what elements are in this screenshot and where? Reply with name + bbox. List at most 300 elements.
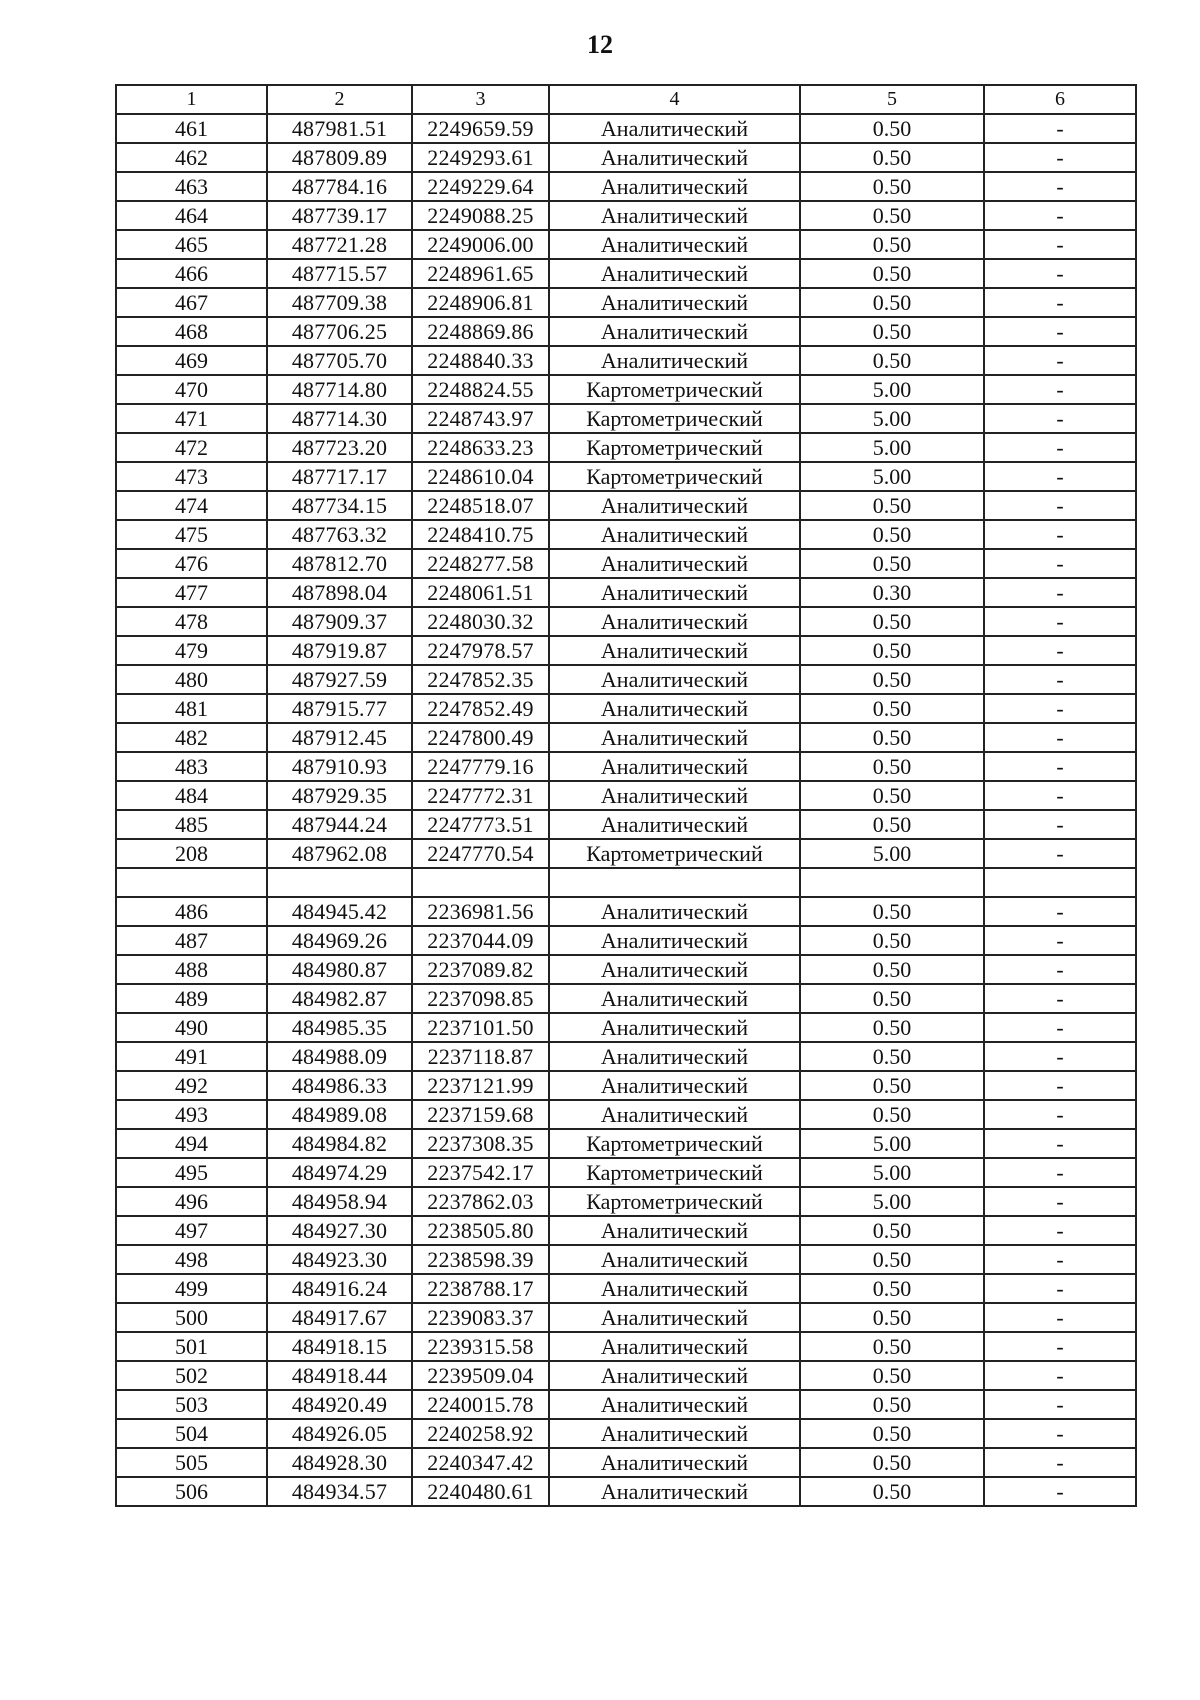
x-coordinate-cell: 484985.35 — [267, 1013, 412, 1042]
description-cell: - — [984, 1303, 1136, 1332]
accuracy-cell: 0.50 — [800, 317, 984, 346]
accuracy-cell: 0.50 — [800, 665, 984, 694]
y-coordinate-cell: 2239315.58 — [412, 1332, 549, 1361]
table-row — [116, 926, 1136, 955]
y-coordinate-cell: 2247978.57 — [412, 636, 549, 665]
accuracy-cell: 0.50 — [800, 1448, 984, 1477]
y-coordinate-cell: 2248277.58 — [412, 549, 549, 578]
x-coordinate-cell: 484945.42 — [267, 897, 412, 926]
table-row — [116, 433, 1136, 462]
description-cell: - — [984, 404, 1136, 433]
table-row — [116, 491, 1136, 520]
point-number-cell: 489 — [116, 984, 267, 1013]
y-coordinate-cell: 2248961.65 — [412, 259, 549, 288]
point-number-cell: 495 — [116, 1158, 267, 1187]
x-coordinate-cell: 484926.05 — [267, 1419, 412, 1448]
header-cell-1: 1 — [116, 85, 267, 114]
description-cell — [984, 868, 1136, 897]
method-cell: Аналитический — [549, 317, 800, 346]
x-coordinate-cell: 487705.70 — [267, 346, 412, 375]
y-coordinate-cell: 2237159.68 — [412, 1100, 549, 1129]
accuracy-cell: 5.00 — [800, 462, 984, 491]
y-coordinate-cell: 2238788.17 — [412, 1274, 549, 1303]
point-number-cell: 478 — [116, 607, 267, 636]
accuracy-cell: 0.50 — [800, 723, 984, 752]
description-cell: - — [984, 810, 1136, 839]
y-coordinate-cell: 2237101.50 — [412, 1013, 549, 1042]
description-cell: - — [984, 1187, 1136, 1216]
accuracy-cell: 0.50 — [800, 114, 984, 143]
y-coordinate-cell: 2249088.25 — [412, 201, 549, 230]
y-coordinate-cell: 2237121.99 — [412, 1071, 549, 1100]
point-number-cell: 461 — [116, 114, 267, 143]
accuracy-cell: 0.50 — [800, 1390, 984, 1419]
y-coordinate-cell: 2247852.35 — [412, 665, 549, 694]
x-coordinate-cell: 487929.35 — [267, 781, 412, 810]
method-cell: Аналитический — [549, 230, 800, 259]
description-cell: - — [984, 955, 1136, 984]
y-coordinate-cell: 2248743.97 — [412, 404, 549, 433]
description-cell: - — [984, 1013, 1136, 1042]
accuracy-cell: 0.50 — [800, 636, 984, 665]
method-cell: Аналитический — [549, 1013, 800, 1042]
description-cell: - — [984, 1100, 1136, 1129]
page-number: 12 — [587, 30, 613, 59]
x-coordinate-cell: 487739.17 — [267, 201, 412, 230]
method-cell: Аналитический — [549, 259, 800, 288]
table-row — [116, 810, 1136, 839]
x-coordinate-cell: 484982.87 — [267, 984, 412, 1013]
header-cell-2: 2 — [267, 85, 412, 114]
x-coordinate-cell: 487915.77 — [267, 694, 412, 723]
y-coordinate-cell: 2248906.81 — [412, 288, 549, 317]
x-coordinate-cell: 487714.80 — [267, 375, 412, 404]
x-coordinate-cell: 484928.30 — [267, 1448, 412, 1477]
x-coordinate-cell: 487944.24 — [267, 810, 412, 839]
point-number-cell: 475 — [116, 520, 267, 549]
point-number-cell: 487 — [116, 926, 267, 955]
y-coordinate-cell: 2248061.51 — [412, 578, 549, 607]
x-coordinate-cell: 487962.08 — [267, 839, 412, 868]
y-coordinate-cell — [412, 868, 549, 897]
accuracy-cell: 0.50 — [800, 549, 984, 578]
table-row — [116, 317, 1136, 346]
y-coordinate-cell: 2237044.09 — [412, 926, 549, 955]
point-number-cell: 504 — [116, 1419, 267, 1448]
method-cell: Картометрический — [549, 1187, 800, 1216]
description-cell: - — [984, 259, 1136, 288]
method-cell — [549, 868, 800, 897]
description-cell: - — [984, 1448, 1136, 1477]
y-coordinate-cell: 2240258.92 — [412, 1419, 549, 1448]
table-row — [116, 1245, 1136, 1274]
accuracy-cell: 0.50 — [800, 172, 984, 201]
accuracy-cell: 0.50 — [800, 143, 984, 172]
method-cell: Аналитический — [549, 172, 800, 201]
description-cell: - — [984, 1274, 1136, 1303]
point-number-cell: 469 — [116, 346, 267, 375]
accuracy-cell: 0.50 — [800, 288, 984, 317]
point-number-cell: 468 — [116, 317, 267, 346]
x-coordinate-cell: 487898.04 — [267, 578, 412, 607]
x-coordinate-cell: 487717.17 — [267, 462, 412, 491]
x-coordinate-cell: 487734.15 — [267, 491, 412, 520]
accuracy-cell: 5.00 — [800, 1187, 984, 1216]
table-row — [116, 723, 1136, 752]
method-cell: Аналитический — [549, 607, 800, 636]
method-cell: Аналитический — [549, 926, 800, 955]
accuracy-cell: 0.50 — [800, 1419, 984, 1448]
method-cell: Аналитический — [549, 781, 800, 810]
x-coordinate-cell: 487763.32 — [267, 520, 412, 549]
accuracy-cell: 0.50 — [800, 1274, 984, 1303]
accuracy-cell: 0.50 — [800, 1071, 984, 1100]
description-cell: - — [984, 1361, 1136, 1390]
point-number-cell — [116, 868, 267, 897]
table-row — [116, 259, 1136, 288]
y-coordinate-cell: 2238598.39 — [412, 1245, 549, 1274]
header-cell-6: 6 — [984, 85, 1136, 114]
point-number-cell: 479 — [116, 636, 267, 665]
accuracy-cell: 5.00 — [800, 433, 984, 462]
description-cell: - — [984, 578, 1136, 607]
table-row — [116, 1448, 1136, 1477]
point-number-cell: 491 — [116, 1042, 267, 1071]
description-cell: - — [984, 665, 1136, 694]
method-cell: Картометрический — [549, 433, 800, 462]
point-number-cell: 493 — [116, 1100, 267, 1129]
method-cell: Аналитический — [549, 491, 800, 520]
x-coordinate-cell: 484923.30 — [267, 1245, 412, 1274]
point-number-cell: 471 — [116, 404, 267, 433]
description-cell: - — [984, 317, 1136, 346]
accuracy-cell: 0.50 — [800, 984, 984, 1013]
point-number-cell: 501 — [116, 1332, 267, 1361]
method-cell: Аналитический — [549, 1274, 800, 1303]
y-coordinate-cell: 2247800.49 — [412, 723, 549, 752]
description-cell: - — [984, 172, 1136, 201]
y-coordinate-cell: 2239083.37 — [412, 1303, 549, 1332]
x-coordinate-cell — [267, 868, 412, 897]
accuracy-cell: 0.50 — [800, 1216, 984, 1245]
x-coordinate-cell: 487909.37 — [267, 607, 412, 636]
point-number-cell: 505 — [116, 1448, 267, 1477]
table-row — [116, 694, 1136, 723]
accuracy-cell: 0.50 — [800, 1013, 984, 1042]
y-coordinate-cell: 2236981.56 — [412, 897, 549, 926]
x-coordinate-cell: 487706.25 — [267, 317, 412, 346]
table-row — [116, 1042, 1136, 1071]
y-coordinate-cell: 2237308.35 — [412, 1129, 549, 1158]
y-coordinate-cell: 2247779.16 — [412, 752, 549, 781]
method-cell: Аналитический — [549, 1100, 800, 1129]
description-cell: - — [984, 752, 1136, 781]
accuracy-cell: 0.50 — [800, 230, 984, 259]
method-cell: Аналитический — [549, 694, 800, 723]
y-coordinate-cell: 2248030.32 — [412, 607, 549, 636]
point-number-cell: 476 — [116, 549, 267, 578]
table-row — [116, 288, 1136, 317]
table-row — [116, 1187, 1136, 1216]
table-row — [116, 1332, 1136, 1361]
description-cell: - — [984, 346, 1136, 375]
y-coordinate-cell: 2239509.04 — [412, 1361, 549, 1390]
method-cell: Аналитический — [549, 346, 800, 375]
table-row — [116, 636, 1136, 665]
method-cell: Аналитический — [549, 143, 800, 172]
table-row — [116, 201, 1136, 230]
accuracy-cell: 0.30 — [800, 578, 984, 607]
method-cell: Аналитический — [549, 1042, 800, 1071]
y-coordinate-cell: 2248518.07 — [412, 491, 549, 520]
description-cell: - — [984, 433, 1136, 462]
table-row — [116, 375, 1136, 404]
y-coordinate-cell: 2240015.78 — [412, 1390, 549, 1419]
point-number-cell: 470 — [116, 375, 267, 404]
point-number-cell: 484 — [116, 781, 267, 810]
x-coordinate-cell: 487809.89 — [267, 143, 412, 172]
accuracy-cell: 0.50 — [800, 955, 984, 984]
description-cell: - — [984, 897, 1136, 926]
x-coordinate-cell: 484934.57 — [267, 1477, 412, 1506]
method-cell: Аналитический — [549, 636, 800, 665]
x-coordinate-cell: 484984.82 — [267, 1129, 412, 1158]
description-cell: - — [984, 462, 1136, 491]
x-coordinate-cell: 487927.59 — [267, 665, 412, 694]
table-row — [116, 1303, 1136, 1332]
description-cell: - — [984, 1390, 1136, 1419]
accuracy-cell: 0.50 — [800, 491, 984, 520]
method-cell: Аналитический — [549, 1419, 800, 1448]
accuracy-cell: 5.00 — [800, 1158, 984, 1187]
point-number-cell: 472 — [116, 433, 267, 462]
method-cell: Аналитический — [549, 955, 800, 984]
y-coordinate-cell: 2249006.00 — [412, 230, 549, 259]
accuracy-cell: 0.50 — [800, 1245, 984, 1274]
y-coordinate-cell: 2247852.49 — [412, 694, 549, 723]
y-coordinate-cell: 2249659.59 — [412, 114, 549, 143]
y-coordinate-cell: 2249229.64 — [412, 172, 549, 201]
y-coordinate-cell: 2237089.82 — [412, 955, 549, 984]
description-cell: - — [984, 549, 1136, 578]
accuracy-cell: 0.50 — [800, 520, 984, 549]
table-row — [116, 1274, 1136, 1303]
point-number-cell: 497 — [116, 1216, 267, 1245]
x-coordinate-cell: 484920.49 — [267, 1390, 412, 1419]
y-coordinate-cell: 2249293.61 — [412, 143, 549, 172]
description-cell: - — [984, 1477, 1136, 1506]
table-row — [116, 665, 1136, 694]
x-coordinate-cell: 487721.28 — [267, 230, 412, 259]
coordinates-table — [115, 84, 1137, 1507]
method-cell: Аналитический — [549, 665, 800, 694]
point-number-cell: 463 — [116, 172, 267, 201]
method-cell: Аналитический — [549, 1448, 800, 1477]
accuracy-cell: 0.50 — [800, 259, 984, 288]
table-body — [116, 85, 1136, 1506]
point-number-cell: 465 — [116, 230, 267, 259]
method-cell: Аналитический — [549, 288, 800, 317]
x-coordinate-cell: 487912.45 — [267, 723, 412, 752]
y-coordinate-cell: 2248633.23 — [412, 433, 549, 462]
y-coordinate-cell: 2248869.86 — [412, 317, 549, 346]
description-cell: - — [984, 230, 1136, 259]
description-cell: - — [984, 607, 1136, 636]
accuracy-cell: 5.00 — [800, 839, 984, 868]
method-cell: Картометрический — [549, 462, 800, 491]
x-coordinate-cell: 487784.16 — [267, 172, 412, 201]
point-number-cell: 485 — [116, 810, 267, 839]
x-coordinate-cell: 484916.24 — [267, 1274, 412, 1303]
method-cell: Аналитический — [549, 897, 800, 926]
method-cell: Аналитический — [549, 984, 800, 1013]
method-cell: Аналитический — [549, 1071, 800, 1100]
point-number-cell: 492 — [116, 1071, 267, 1100]
y-coordinate-cell: 2240347.42 — [412, 1448, 549, 1477]
table-row — [116, 404, 1136, 433]
accuracy-cell: 0.50 — [800, 781, 984, 810]
accuracy-cell: 5.00 — [800, 1129, 984, 1158]
x-coordinate-cell: 487723.20 — [267, 433, 412, 462]
x-coordinate-cell: 484989.08 — [267, 1100, 412, 1129]
accuracy-cell: 0.50 — [800, 694, 984, 723]
accuracy-cell — [800, 868, 984, 897]
method-cell: Аналитический — [549, 1303, 800, 1332]
method-cell: Аналитический — [549, 201, 800, 230]
table-row — [116, 607, 1136, 636]
description-cell: - — [984, 723, 1136, 752]
method-cell: Картометрический — [549, 404, 800, 433]
point-number-cell: 498 — [116, 1245, 267, 1274]
accuracy-cell: 0.50 — [800, 346, 984, 375]
point-number-cell: 490 — [116, 1013, 267, 1042]
accuracy-cell: 0.50 — [800, 201, 984, 230]
description-cell: - — [984, 143, 1136, 172]
point-number-cell: 502 — [116, 1361, 267, 1390]
point-number-cell: 474 — [116, 491, 267, 520]
table-row — [116, 1100, 1136, 1129]
x-coordinate-cell: 487715.57 — [267, 259, 412, 288]
accuracy-cell: 0.50 — [800, 1303, 984, 1332]
point-number-cell: 464 — [116, 201, 267, 230]
method-cell: Аналитический — [549, 1390, 800, 1419]
x-coordinate-cell: 487981.51 — [267, 114, 412, 143]
accuracy-cell: 5.00 — [800, 375, 984, 404]
table-row — [116, 839, 1136, 868]
table-row — [116, 1477, 1136, 1506]
table-row — [116, 172, 1136, 201]
table-row — [116, 781, 1136, 810]
x-coordinate-cell: 484958.94 — [267, 1187, 412, 1216]
point-number-cell: 488 — [116, 955, 267, 984]
x-coordinate-cell: 484986.33 — [267, 1071, 412, 1100]
y-coordinate-cell: 2247772.31 — [412, 781, 549, 810]
y-coordinate-cell: 2247773.51 — [412, 810, 549, 839]
description-cell: - — [984, 926, 1136, 955]
x-coordinate-cell: 484969.26 — [267, 926, 412, 955]
table-row — [116, 578, 1136, 607]
description-cell: - — [984, 1042, 1136, 1071]
table-row — [116, 1158, 1136, 1187]
table-row — [116, 897, 1136, 926]
x-coordinate-cell: 484974.29 — [267, 1158, 412, 1187]
x-coordinate-cell: 487709.38 — [267, 288, 412, 317]
accuracy-cell: 0.50 — [800, 752, 984, 781]
point-number-cell: 473 — [116, 462, 267, 491]
accuracy-cell: 0.50 — [800, 1042, 984, 1071]
method-cell: Аналитический — [549, 1361, 800, 1390]
header-cell-4: 4 — [549, 85, 800, 114]
description-cell: - — [984, 1158, 1136, 1187]
method-cell: Картометрический — [549, 375, 800, 404]
accuracy-cell: 0.50 — [800, 897, 984, 926]
x-coordinate-cell: 484927.30 — [267, 1216, 412, 1245]
point-number-cell: 482 — [116, 723, 267, 752]
description-cell: - — [984, 1332, 1136, 1361]
accuracy-cell: 0.50 — [800, 607, 984, 636]
x-coordinate-cell: 484918.15 — [267, 1332, 412, 1361]
table-row — [116, 346, 1136, 375]
method-cell: Аналитический — [549, 114, 800, 143]
method-cell: Аналитический — [549, 1245, 800, 1274]
y-coordinate-cell: 2238505.80 — [412, 1216, 549, 1245]
method-cell: Аналитический — [549, 578, 800, 607]
description-cell: - — [984, 1071, 1136, 1100]
table-row — [116, 230, 1136, 259]
table-row — [116, 955, 1136, 984]
table-row — [116, 1361, 1136, 1390]
table-row — [116, 520, 1136, 549]
method-cell: Аналитический — [549, 520, 800, 549]
y-coordinate-cell: 2248410.75 — [412, 520, 549, 549]
method-cell: Аналитический — [549, 549, 800, 578]
header-cell-5: 5 — [800, 85, 984, 114]
x-coordinate-cell: 484917.67 — [267, 1303, 412, 1332]
x-coordinate-cell: 484988.09 — [267, 1042, 412, 1071]
description-cell: - — [984, 114, 1136, 143]
table-row — [116, 549, 1136, 578]
table-row — [116, 1071, 1136, 1100]
point-number-cell: 506 — [116, 1477, 267, 1506]
table-row — [116, 984, 1136, 1013]
description-cell: - — [984, 288, 1136, 317]
table-row — [116, 868, 1136, 897]
accuracy-cell: 0.50 — [800, 1477, 984, 1506]
table-row — [116, 114, 1136, 143]
description-cell: - — [984, 1129, 1136, 1158]
y-coordinate-cell: 2237542.17 — [412, 1158, 549, 1187]
method-cell: Аналитический — [549, 752, 800, 781]
accuracy-cell: 0.50 — [800, 1332, 984, 1361]
x-coordinate-cell: 487919.87 — [267, 636, 412, 665]
description-cell: - — [984, 636, 1136, 665]
description-cell: - — [984, 839, 1136, 868]
accuracy-cell: 0.50 — [800, 1100, 984, 1129]
point-number-cell: 483 — [116, 752, 267, 781]
y-coordinate-cell: 2237098.85 — [412, 984, 549, 1013]
table-row — [116, 752, 1136, 781]
y-coordinate-cell: 2240480.61 — [412, 1477, 549, 1506]
y-coordinate-cell: 2247770.54 — [412, 839, 549, 868]
point-number-cell: 486 — [116, 897, 267, 926]
method-cell: Картометрический — [549, 1129, 800, 1158]
method-cell: Аналитический — [549, 1216, 800, 1245]
description-cell: - — [984, 201, 1136, 230]
description-cell: - — [984, 375, 1136, 404]
x-coordinate-cell: 484918.44 — [267, 1361, 412, 1390]
accuracy-cell: 5.00 — [800, 404, 984, 433]
point-number-cell: 467 — [116, 288, 267, 317]
